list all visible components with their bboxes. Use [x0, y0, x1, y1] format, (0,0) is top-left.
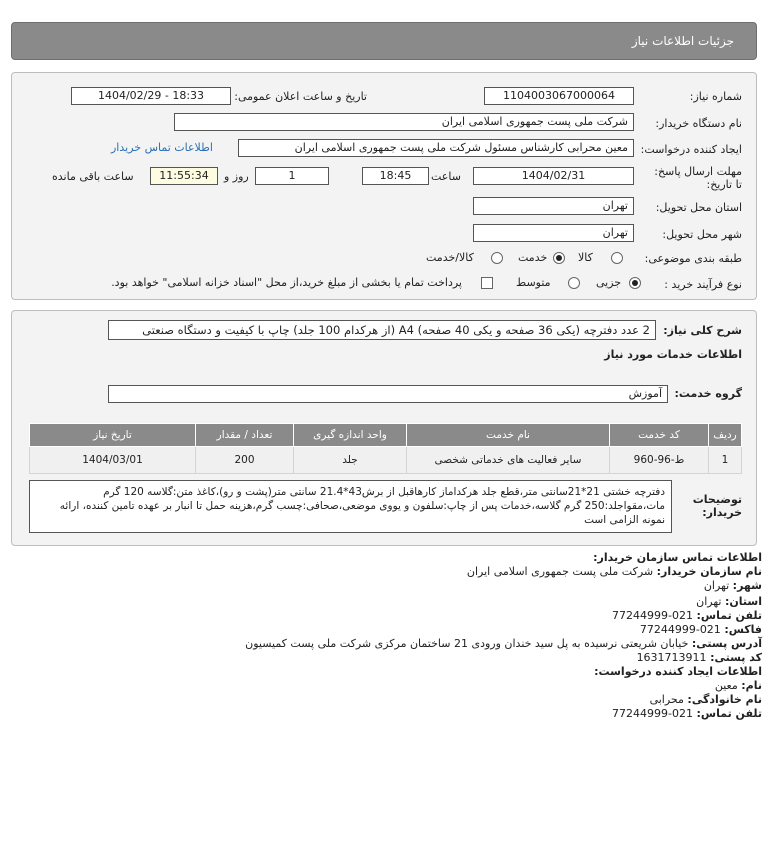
creator-phone-label: تلفن تماس:	[696, 707, 762, 720]
table-row	[30, 447, 742, 474]
creator-field: معین محرابی کارشناس مسئول شرکت ملی پست جمهوری اسلامی ایران	[238, 139, 634, 157]
buyer-contact-link[interactable]: اطلاعات تماس خریدار	[111, 141, 213, 154]
province-field: تهران	[473, 197, 634, 215]
summary-label: شرح کلی نیاز:	[663, 324, 742, 337]
col-row-number: ردیف	[709, 424, 742, 447]
deadline-time-field: 18:45	[362, 167, 429, 185]
contact-fax-label: فاکس:	[724, 623, 762, 636]
services-heading: اطلاعات خدمات مورد نیاز	[604, 348, 742, 361]
contact-address-label: آدرس پستی:	[691, 637, 762, 650]
city-label: شهر محل تحویل:	[662, 228, 742, 241]
service-group-label: گروه خدمت:	[674, 387, 742, 400]
treasury-payment-note: پرداخت تمام یا بخشی از مبلغ خرید،از محل "اسناد خزانه اسلامی" خواهد بود.	[111, 276, 462, 289]
creator-phone: 021-77244999	[612, 707, 694, 720]
creator-last-name: محرابی	[649, 693, 684, 706]
days-remaining-field: 1	[255, 167, 329, 185]
contact-org-row	[467, 565, 762, 579]
need-info-panel	[11, 72, 757, 300]
days-label: روز و	[224, 170, 249, 183]
col-need-date: تاریخ نیاز	[30, 424, 196, 447]
contact-fax: 021-77244999	[639, 623, 721, 636]
process-radio-medium[interactable]	[568, 277, 580, 289]
contact-postal: 1631713911	[636, 651, 707, 664]
need-number-label: شماره نیاز:	[689, 90, 742, 103]
creator-info-heading: اطلاعات ایجاد کننده درخواست:	[594, 665, 762, 678]
time-label: ساعت	[431, 170, 461, 183]
contact-phone: 021-77244999	[612, 609, 694, 622]
cell-row-number: 1	[709, 447, 742, 474]
buyer-org-label: نام دستگاه خریدار:	[655, 117, 742, 130]
process-option-medium: متوسط	[516, 276, 551, 289]
contact-postal-label: کد پستی:	[710, 651, 762, 664]
category-option-service: خدمت	[518, 251, 548, 264]
creator-phone-row	[612, 707, 762, 721]
page-title-bar	[11, 22, 757, 60]
service-group-field: آموزش	[108, 385, 668, 403]
col-quantity: تعداد / مقدار	[196, 424, 294, 447]
cell-need-date: 1404/03/01	[30, 447, 196, 474]
category-option-goods: کالا	[578, 251, 593, 264]
contact-org: شرکت ملی پست جمهوری اسلامی ایران	[466, 565, 654, 578]
services-table	[29, 423, 742, 474]
deadline-date-field: 1404/02/31	[473, 167, 634, 185]
cell-service-name: سایر فعالیت های خدماتی شخصی	[407, 447, 610, 474]
category-radio-service[interactable]	[553, 252, 565, 264]
process-radio-minor[interactable]	[629, 277, 641, 289]
services-table-header	[30, 424, 742, 447]
announce-field: 1404/02/29 - 18:33	[71, 87, 231, 105]
contact-city-row	[704, 579, 762, 593]
creator-label: ایجاد کننده درخواست:	[640, 143, 742, 156]
cell-quantity: 200	[196, 447, 294, 474]
remaining-label: ساعت باقی مانده	[52, 170, 134, 183]
contact-city-label: شهر:	[732, 579, 762, 592]
cell-service-code: ط-96-960	[610, 447, 709, 474]
process-option-minor: جزیی	[596, 276, 622, 289]
process-label: نوع فرآیند خرید :	[664, 278, 742, 291]
contact-postal-row	[637, 651, 762, 665]
cell-unit: جلد	[294, 447, 407, 474]
category-radio-goods-service[interactable]	[491, 252, 503, 264]
contact-heading: اطلاعات تماس سازمان خریدار:	[593, 551, 762, 564]
contact-province-label: استان:	[725, 595, 762, 608]
contact-phone-label: تلفن تماس:	[696, 609, 762, 622]
col-service-code: کد خدمت	[610, 424, 709, 447]
contact-province: تهران	[696, 595, 722, 608]
contact-address-row	[245, 637, 762, 651]
buyer-org-field: شرکت ملی پست جمهوری اسلامی ایران	[174, 113, 634, 131]
contact-phone-row	[612, 609, 762, 623]
contact-org-label: نام سازمان خریدار:	[656, 565, 762, 578]
city-field: تهران	[473, 224, 634, 242]
remaining-time-field: 11:55:34	[150, 167, 218, 185]
buyer-notes-field: دفترچه خشتی 21*21سانتی متر،قطع جلد هرکداماز کارهاقبل از برش43*21.4 سانتی متر(پشت و رو)،کاغذ متن:گلاسه 120 گرم مات،مقواجلد:250 گرم گلاسه،خدمات پس از چاپ:سلفون و یووی موضعی،صحافی:چسب گرم،هزینه حمل تا انبار بر عهده تامین کننده، ارائه نمونه الزامی است	[29, 480, 672, 533]
summary-field: 2 عدد دفترچه (یکی 36 صفحه و یکی 40 صفحه) A4 (از هرکدام 100 جلد) چاپ با کیفیت و دستگاه صنعتی	[108, 320, 656, 340]
category-option-goods-service: کالا/خدمت	[426, 251, 474, 264]
category-label: طبقه بندی موضوعی:	[644, 252, 742, 265]
contact-address: خیابان شریعتی نرسیده به پل سید خندان ورودی 21 ساختمان مرکزی شرکت ملی پست کمیسیون	[245, 637, 689, 650]
page-title: جزئیات اطلاعات نیاز	[631, 34, 734, 48]
creator-first-name-row	[715, 679, 762, 693]
province-label: استان محل تحویل:	[655, 201, 742, 214]
creator-first-name: معین	[714, 679, 738, 692]
col-service-name: نام خدمت	[407, 424, 610, 447]
deadline-label: مهلت ارسال پاسخ: تا تاریخ:	[654, 165, 742, 191]
contact-city: تهران	[703, 579, 730, 592]
buyer-notes-label: توضیحات خریدار:	[692, 493, 742, 519]
category-radio-goods[interactable]	[611, 252, 623, 264]
need-number-field: 1104003067000064	[484, 87, 634, 105]
creator-last-name-row	[650, 693, 762, 707]
col-unit: واحد اندازه گیری	[294, 424, 407, 447]
creator-last-name-label: نام خانوادگی:	[687, 693, 762, 706]
contact-province-row	[696, 595, 762, 609]
contact-fax-row	[640, 623, 762, 637]
creator-first-name-label: نام:	[741, 679, 762, 692]
treasury-payment-checkbox[interactable]	[481, 277, 493, 289]
announce-label: تاریخ و ساعت اعلان عمومی:	[234, 90, 367, 103]
